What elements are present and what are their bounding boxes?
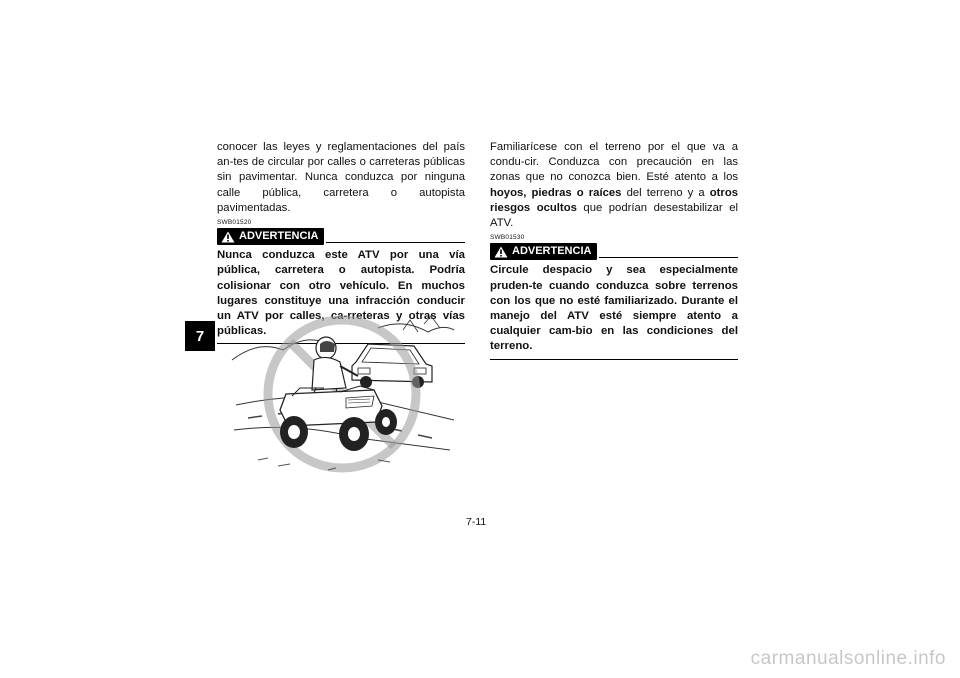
warning-rule [326, 242, 465, 243]
watermark[interactable]: carmanualsonline.info [750, 648, 946, 669]
warning-header [490, 243, 738, 260]
warning-badge [490, 243, 597, 260]
warning-label: ADVERTENCIA [512, 245, 592, 258]
chapter-tab: 7 [185, 321, 215, 351]
right-body-part2: del terreno y a [626, 186, 705, 199]
warning-text: Circule despacio y sea especialmente pruden-te cuando conduzca sobre terrenos con los que no esté familiarizado. Durante el manejo del ATV esté siempre atento a cualquier cam-bio en las condiciones del terreno. [490, 263, 738, 359]
warning-triangle-icon [221, 231, 235, 243]
right-body-text [490, 140, 738, 231]
warning-text: Nunca conduzca este ATV por una vía pública, carretera o autopista. Podría colisionar con otro vehículo. En muchos lugares constituye una infracción conducir un ATV por calles, ca-rreteras y otras vías públicas. [217, 248, 465, 344]
warning-rule [599, 257, 738, 258]
warning-triangle-icon [494, 246, 508, 258]
warning-code: SWB01520 [217, 219, 252, 227]
warning-label: ADVERTENCIA [239, 230, 319, 243]
atv-prohibition-illustration [228, 310, 456, 480]
warning-code: SWB01530 [490, 234, 525, 242]
warning-badge [217, 228, 324, 245]
right-column [490, 140, 738, 360]
left-body-text: conocer las leyes y reglamentaciones del país an-tes de circular por calles o carreteras públicas sin pavimentar. Nunca conduzca por ninguna calle pública, carretera o autopista pavimentadas. [217, 141, 465, 214]
hazard-emphasis-1: hoyos, piedras o raíces [490, 186, 622, 199]
right-body-part1: Familiarícese con el terreno por el que va a condu-cir. Conduzca con precaución en las zonas que no conozca bien. Esté atento a los [490, 141, 738, 184]
hazard-emphasis-2: otros riesgos ocultos [490, 186, 739, 214]
right-body-part3: que podrían desestabilizar el ATV. [490, 201, 738, 230]
page-number: 7-11 [466, 516, 487, 528]
warning-header [217, 228, 465, 245]
